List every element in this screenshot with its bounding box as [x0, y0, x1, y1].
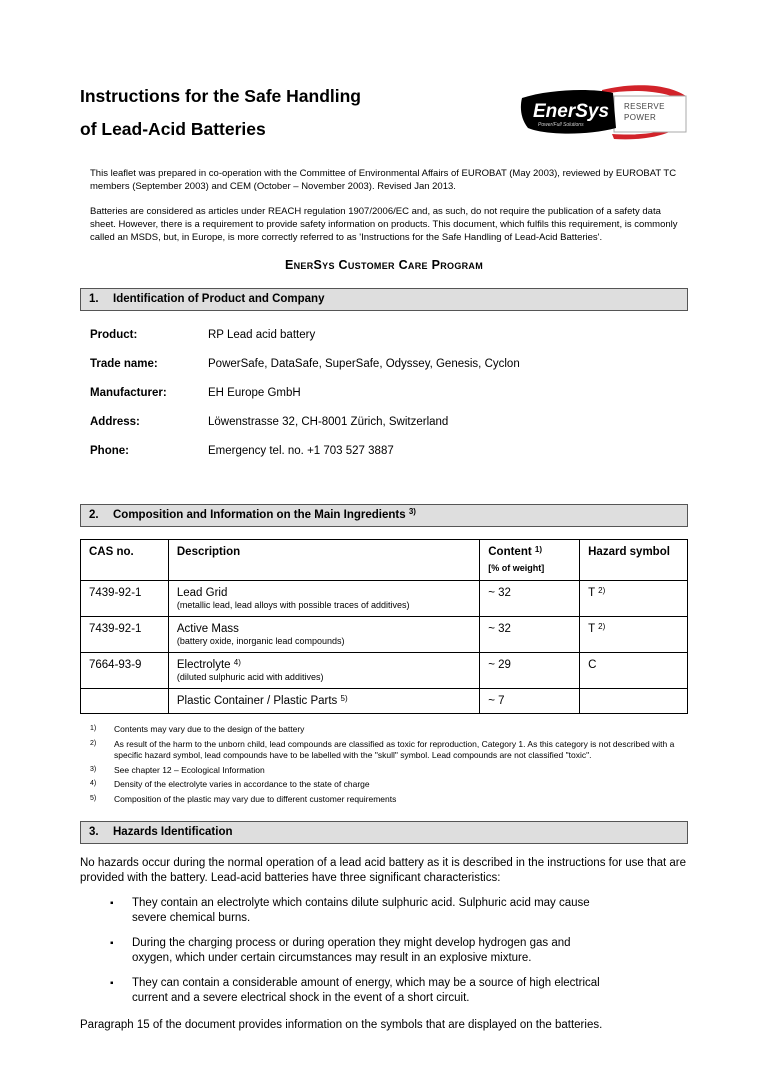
table-row-lead-grid — [81, 581, 688, 617]
field-label: Product: — [90, 329, 138, 341]
field-value: Emergency tel. no. +1 703 527 3887 — [208, 445, 394, 457]
field-label: Trade name: — [90, 358, 158, 370]
section-1-number: 1. — [89, 293, 99, 305]
cell-hazard: C — [580, 653, 688, 689]
page-title-line1: Instructions for the Safe Handling — [80, 86, 361, 106]
page-title-line2: of Lead-Acid Batteries — [80, 118, 266, 139]
footnote-text: Density of the electrolyte varies in accordance to the state of charge — [114, 779, 370, 789]
cell-content: ~ 7 — [480, 689, 580, 714]
hazards-outro-paragraph: Paragraph 15 of the document provides information on the symbols that are displayed on the batteries. — [80, 1019, 603, 1031]
bullet-text: During the charging process or during operation they might develop hydrogen gas and oxygen, which under certain circumstances may result in an explosive mixture. — [132, 937, 571, 964]
section-1-title: Identification of Product and Company — [113, 293, 325, 305]
cell-hazard: T $^{2)}$ — [580, 617, 688, 653]
footnote-3 — [90, 765, 688, 777]
footnote-marker: 1) — [90, 725, 97, 732]
cell-hazard — [580, 689, 688, 714]
footnote-marker: 3) — [90, 765, 97, 773]
content-header-superscript: 1) — [534, 545, 542, 554]
section-3-number: 3. — [89, 826, 99, 838]
section-2-title: Composition and Information on the Main Ingredients — [113, 509, 406, 521]
bullet-icon — [110, 936, 132, 966]
section-3-title: Hazards Identification — [113, 826, 233, 838]
footnote-1 — [90, 724, 688, 736]
footnote-text: See chapter 12 – Ecological Information — [114, 764, 265, 775]
footnote-marker: 5) — [90, 794, 97, 802]
footnote-5 — [90, 794, 688, 806]
footnote-text: Composition of the plastic may vary due to different customer requirements — [114, 793, 397, 804]
field-address — [90, 416, 688, 429]
footnote-text: Contents may vary due to the design of the battery — [114, 724, 305, 734]
section-1-header — [80, 288, 688, 311]
section-2-number: 2. — [89, 509, 99, 521]
list-item — [110, 976, 688, 1006]
bullet-icon — [110, 896, 132, 926]
list-item — [110, 896, 688, 926]
intro-paragraph-2: Batteries are considered as articles under REACH regulation 1907/2006/EC and, as such, do not require the publication of a safety data sheet. However, there is a requirement to provide safety information on products. This document, which fulfils this requirement, is commonly called an MSDS, but, in Europe, is more correctly referred to as 'Instructions for the Safe Handling of Lead-Acid Batteries'. — [90, 206, 678, 243]
cell-description: Active Mass (battery oxide, inorganic lead compounds) — [168, 617, 479, 653]
field-trade-name — [90, 358, 688, 371]
cell-description: Lead Grid (metallic lead, lead alloys with possible traces of additives) — [168, 581, 479, 617]
product-identification-fields — [80, 323, 688, 478]
field-product — [90, 329, 688, 342]
program-heading: EnerSys Customer Care Program — [284, 258, 484, 272]
col-header-hazard: Hazard symbol — [580, 540, 688, 581]
content-header-subtext: [% of weight] — [488, 563, 545, 573]
footnote-marker: 2) — [90, 739, 97, 747]
logo-brand-text: EnerSys — [533, 101, 610, 122]
hazards-intro-paragraph: No hazards occur during the normal operation of a lead acid battery as it is described in the instructions for use that are provided with the battery. Lead-acid batteries have three significant characteristics: — [80, 857, 686, 884]
logo-side-label-line2: POWER — [624, 113, 657, 122]
section-2-header — [80, 504, 688, 527]
cell-content: ~ 32 — [480, 581, 580, 617]
field-phone — [90, 445, 688, 458]
cell-hazard: T $^{2)}$ — [580, 581, 688, 617]
footnote-marker: 4) — [90, 780, 97, 787]
list-item — [110, 936, 688, 966]
bullet-text: They contain an electrolyte which contains dilute sulphuric acid. Sulphuric acid may cause severe chemical burns. — [132, 897, 590, 924]
intro-paragraph-1: This leaflet was prepared in co-operation with the Committee of Environmental Affairs of EUROBAT (May 2003), reviewed by EUROBAT TC members (September 2003) and CEM (October – November 2003). Revised Jan 2013. — [90, 168, 677, 192]
logo-tagline-text: Power/Full Solutions — [538, 122, 584, 128]
document-header — [80, 80, 688, 153]
footnote-text: As result of the harm to the unborn child, lead compounds are classified as toxic for reproduction, Category 1. As this category is not described with a specific hazard symbol, lead compounds have to be labelled with the "skull" symbol. Lead compounds are not classified "toxic". — [114, 738, 675, 760]
cell-cas: 7439-92-1 — [81, 581, 169, 617]
field-value: PowerSafe, DataSafe, SuperSafe, Odyssey, Genesis, Cyclon — [208, 358, 520, 370]
field-label: Manufacturer: — [90, 387, 167, 399]
field-label: Address: — [90, 416, 140, 428]
footnote-2 — [90, 739, 688, 762]
field-value: RP Lead acid battery — [208, 329, 316, 341]
table-row-plastic — [81, 689, 688, 714]
bullet-icon — [110, 976, 132, 1006]
title-block — [80, 80, 361, 153]
composition-table — [80, 539, 688, 714]
field-value: EH Europe GmbH — [208, 387, 301, 399]
table-header-row — [81, 540, 688, 581]
cell-cas: 7664-93-9 — [81, 653, 169, 689]
col-header-description: Description — [168, 540, 479, 581]
col-header-content — [480, 540, 580, 581]
cell-description: Plastic Container / Plastic Parts $^{5)}$ — [168, 689, 479, 714]
footnotes — [90, 724, 688, 805]
cell-content: ~ 32 — [480, 617, 580, 653]
bullet-text: They can contain a considerable amount of energy, which may be a source of high electrical current and a severe electrical shock in the event of a short circuit. — [132, 977, 600, 1004]
field-manufacturer — [90, 387, 688, 400]
cell-description: Electrolyte $^{4)}$ (diluted sulphuric acid with additives) — [168, 653, 479, 689]
logo-side-label-line1: RESERVE — [624, 102, 665, 111]
hazards-bullet-list — [110, 896, 688, 1006]
field-value: Löwenstrasse 32, CH-8001 Zürich, Switzerland — [208, 416, 449, 428]
enersys-logo — [516, 80, 688, 144]
table-row-electrolyte — [81, 653, 688, 689]
cell-content: ~ 29 — [480, 653, 580, 689]
section-2-title-superscript: 3) — [408, 507, 416, 516]
content-header-text: Content — [488, 546, 532, 558]
cell-cas: 7439-92-1 — [81, 617, 169, 653]
footnote-4 — [90, 779, 688, 791]
cell-cas — [81, 689, 169, 714]
field-label: Phone: — [90, 445, 129, 457]
col-header-cas: CAS no. — [81, 540, 169, 581]
table-row-active-mass — [81, 617, 688, 653]
section-3-header — [80, 821, 688, 844]
